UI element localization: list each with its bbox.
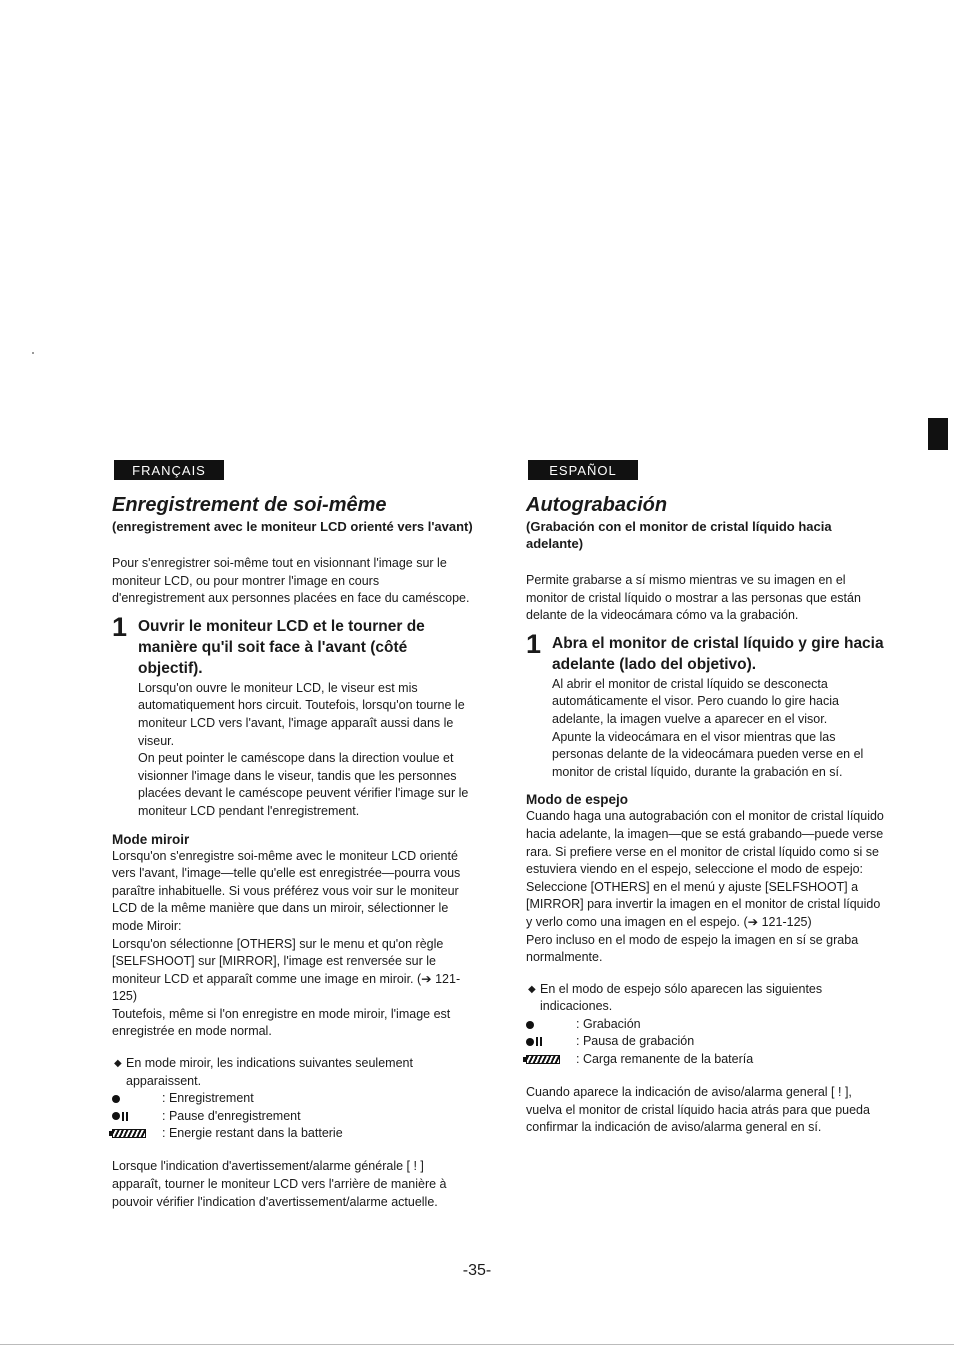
record-dot-icon xyxy=(526,1021,534,1029)
scan-speck xyxy=(32,352,34,354)
indicator-row xyxy=(112,1125,474,1142)
battery-icon xyxy=(112,1129,146,1138)
mirror-mode-text: Pero incluso en el modo de espejo la imagen en sí se graba normalmente. xyxy=(526,932,859,965)
section-edge-tab xyxy=(928,418,948,450)
language-tab-spanish: ESPAÑOL xyxy=(528,460,638,480)
step-number: 1 xyxy=(112,611,128,642)
mirror-mode-text: Lorsqu'on sélectionne [OTHERS] sur le menu et qu'on règle [SELFSHOOT] sur [MIRROR], l'image est renversée sur le moniteur LCD et apparaît comme une image en miroir. (➔ 121-125) xyxy=(112,936,461,1004)
note-text: En el modo de espejo sólo aparecen las siguientes indicaciones. xyxy=(540,981,823,1014)
step-text: On peut pointer le caméscope dans la direction voulue et visionner l'image dans le viseur, tandis que les personnes placées devant le caméscope peuvent vérifier l'image sur le moniteur LCD pendant l'enregistrement. xyxy=(138,751,469,818)
mirror-mode-text: Lorsqu'on s'enregistre soi-même avec le moniteur LCD orienté vers l'avant, l'image—telle qu'elle est enregistrée—pourra vous paraître inhabituelle. Si vous préférez vous voir sur le moniteur LCD de la même manière que dans un miroir, sélectionner le mode Miroir: xyxy=(112,848,461,933)
diamond-bullet-icon: ◆ xyxy=(528,983,536,995)
section-title: Enregistrement de soi-même xyxy=(112,494,387,516)
note xyxy=(112,1055,474,1090)
language-tab-french: FRANÇAIS xyxy=(114,460,224,480)
warning-text: Lorsque l'indication d'avertissement/alarme générale [ ! ] apparaît, tourner le moniteur LCD vers l'arrière de manière à pouvoir vérifier l'indication d'avertissement/alarme actuelle. xyxy=(112,1159,447,1209)
mirror-mode-heading: Modo de espejo xyxy=(526,792,629,808)
step-text: Apunte la videocámara en el visor mientras que las personas delante de la videocámara pueden verse en el monitor de cristal líquido, durante la grabación en sí. xyxy=(552,729,864,779)
mirror-mode-text: Seleccione [OTHERS] en el menú y ajuste [SELFSHOOT] a [MIRROR] para invertir la imagen en el monitor de cristal líquido y verlo como una imagen en el espejo. (➔ 121-125) xyxy=(526,879,881,929)
indicator-label: : Enregistrement xyxy=(162,1091,254,1106)
scan-bottom-edge xyxy=(0,1344,954,1345)
indicator-row xyxy=(112,1108,474,1125)
indicator-row xyxy=(526,1016,888,1033)
mirror-mode-heading: Mode miroir xyxy=(112,831,190,847)
record-pause-icon xyxy=(112,1112,128,1121)
intro-paragraph: Pour s'enregistrer soi-même tout en visionnant l'image sur le moniteur LCD, ou pour montrer l'image en cours d'enregistrement aux personnes placées en face du caméscope. xyxy=(112,556,470,606)
battery-icon xyxy=(526,1055,560,1064)
diamond-bullet-icon: ◆ xyxy=(114,1058,122,1070)
intro-paragraph: Permite grabarse a sí mismo mientras ve su imagen en el monitor de cristal líquido o mostrar a las personas que están delante de la videocámara cómo va la grabación. xyxy=(526,573,861,623)
section-title: Autograbación xyxy=(526,494,668,516)
note-text: En mode miroir, les indications suivantes seulement apparaissent. xyxy=(126,1056,413,1088)
step-title: Abra el monitor de cristal líquido y gire hacia adelante (lado del objetivo). xyxy=(552,634,884,673)
mirror-mode-text: Cuando haga una autograbación con el monitor de cristal líquido hacia adelante, la imagen—que se está grabando—puede verse rara. Si prefiere verse en el monitor de cristal líquido como si se estuviera viendo en el espejo, seleccione el modo de espejo: xyxy=(526,809,884,877)
step-1 xyxy=(112,611,474,821)
indicator-label: : Carga remanente de la batería xyxy=(576,1051,754,1066)
page-number: -35- xyxy=(462,1262,492,1279)
indicator-label: : Pausa de grabación xyxy=(576,1034,695,1049)
note xyxy=(526,981,888,1016)
step-1 xyxy=(526,628,888,782)
spanish-column xyxy=(526,460,888,1137)
section-subtitle: (enregistrement avec le moniteur LCD orienté vers l'avant) xyxy=(112,519,473,534)
indicator-row xyxy=(526,1033,888,1050)
indicator-label: : Energie restant dans la batterie xyxy=(162,1126,343,1141)
french-column xyxy=(112,460,474,1211)
warning-text: Cuando aparece la indicación de aviso/alarma general [ ! ], vuelva el monitor de cristal líquido hacia atrás para que pueda confirmar la indicación de aviso/alarma general en sí. xyxy=(526,1085,870,1135)
step-title: Ouvrir le moniteur LCD et le tourner de manière qu'il soit face à l'avant (côté objectif). xyxy=(138,617,425,677)
record-dot-icon xyxy=(112,1095,120,1103)
step-number: 1 xyxy=(526,628,542,659)
indicator-row xyxy=(112,1090,474,1107)
indicator-row xyxy=(526,1051,888,1068)
indicator-label: : Pause d'enregistrement xyxy=(162,1108,301,1123)
section-subtitle: (Grabación con el monitor de cristal líquido hacia adelante) xyxy=(526,519,832,551)
indicator-label: : Grabación xyxy=(576,1016,641,1031)
record-pause-icon xyxy=(526,1037,542,1046)
step-text: Al abrir el monitor de cristal líquido se desconecta automáticamente el visor. Pero cuando lo gire hacia adelante, la imagen vuelve a aparecer en el visor. xyxy=(552,676,839,726)
step-text: Lorsqu'on ouvre le moniteur LCD, le viseur est mis automatiquement hors circuit. Toutefois, lorsqu'on tourne le moniteur LCD vers l'avant, l'image apparaît aussi dans le viseur. xyxy=(138,680,465,748)
mirror-mode-text: Toutefois, même si l'on enregistre en mode miroir, l'image est enregistrée en mode normal. xyxy=(112,1006,451,1039)
